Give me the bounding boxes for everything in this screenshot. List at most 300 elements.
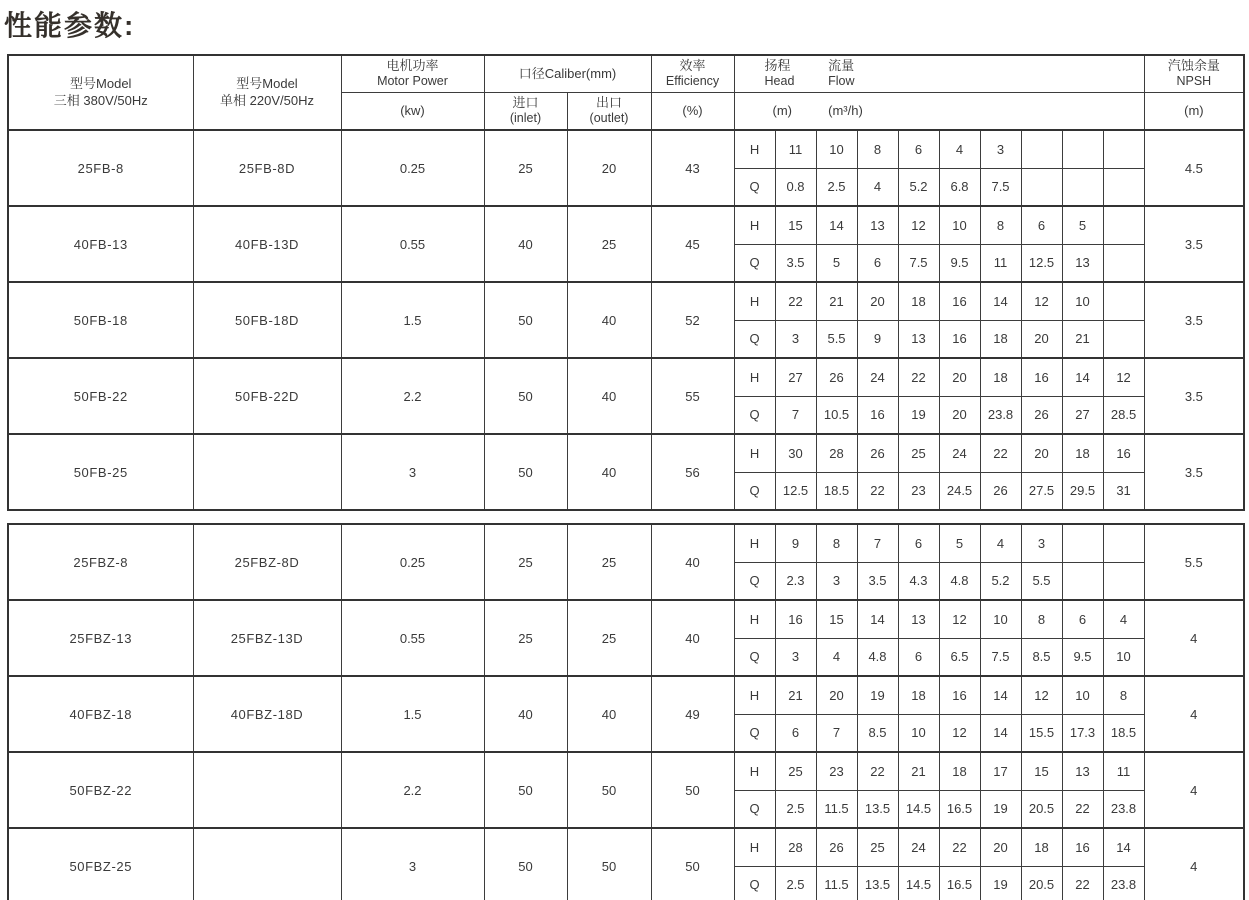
- head-value: 21: [775, 676, 816, 714]
- motor-power-value: 0.55: [341, 600, 484, 676]
- head-value: 16: [775, 600, 816, 638]
- head-value: 12: [898, 206, 939, 244]
- head-row-label: H: [734, 206, 775, 244]
- outlet-value: 40: [567, 434, 651, 510]
- head-value: 5: [939, 524, 980, 562]
- head-value: [1103, 206, 1144, 244]
- head-value: 26: [816, 828, 857, 866]
- head-value: [1062, 130, 1103, 168]
- flow-value: 8.5: [857, 714, 898, 752]
- head-value: 15: [775, 206, 816, 244]
- flow-value: 23.8: [1103, 790, 1144, 828]
- head-value: 12: [939, 600, 980, 638]
- head-value: 20: [816, 676, 857, 714]
- head-value: 14: [980, 676, 1021, 714]
- flow-value: 19: [980, 790, 1021, 828]
- flow-value: [1103, 320, 1144, 358]
- head-value: 3: [980, 130, 1021, 168]
- flow-label-block: [828, 58, 854, 90]
- flow-value: 22: [857, 472, 898, 510]
- model-row-head: [8, 600, 1244, 638]
- flow-row-label: Q: [734, 472, 775, 510]
- head-value: 22: [775, 282, 816, 320]
- flow-value: 16.5: [939, 866, 980, 900]
- head-value: [1103, 282, 1144, 320]
- model-220-value: 50FB-22D: [193, 358, 341, 434]
- efficiency-label-en: Efficiency: [665, 74, 720, 89]
- head-value: 22: [980, 434, 1021, 472]
- flow-value: 21: [1062, 320, 1103, 358]
- head-value: 25: [857, 828, 898, 866]
- inlet-value: 40: [484, 206, 567, 282]
- head-value: 18: [898, 676, 939, 714]
- flow-value: 7: [816, 714, 857, 752]
- head-value: 6: [898, 524, 939, 562]
- efficiency-value: 43: [651, 130, 734, 206]
- head-value: 12: [1021, 676, 1062, 714]
- outlet-value: 40: [567, 358, 651, 434]
- flow-value: 4.8: [939, 562, 980, 600]
- head-value: [1062, 524, 1103, 562]
- head-value: 10: [816, 130, 857, 168]
- head-label-cn: 扬程: [764, 57, 791, 73]
- inlet-label-en: (inlet): [509, 111, 542, 126]
- flow-row-label: Q: [734, 790, 775, 828]
- model-380-value: 25FBZ-8: [8, 524, 193, 600]
- motor-power-value: 1.5: [341, 282, 484, 358]
- efficiency-value: 50: [651, 752, 734, 828]
- flow-value: 26: [980, 472, 1021, 510]
- motor-power-value: 2.2: [341, 752, 484, 828]
- model-220-value: [193, 434, 341, 510]
- head-value: 10: [939, 206, 980, 244]
- head-value: 17: [980, 752, 1021, 790]
- npsh-value: 4: [1144, 828, 1244, 900]
- col-header-inlet: [484, 92, 567, 130]
- flow-value: 20.5: [1021, 790, 1062, 828]
- col-header-outlet: [567, 92, 651, 130]
- outlet-value: 50: [567, 828, 651, 900]
- flow-value: 7: [775, 396, 816, 434]
- flow-value: [1021, 168, 1062, 206]
- head-value: [1103, 524, 1144, 562]
- flow-value: 14.5: [898, 790, 939, 828]
- flow-row-label: Q: [734, 320, 775, 358]
- table-header: [8, 55, 1244, 130]
- model-220-value: 25FB-8D: [193, 130, 341, 206]
- flow-value: 12.5: [775, 472, 816, 510]
- inlet-value: 50: [484, 282, 567, 358]
- head-value: 4: [980, 524, 1021, 562]
- flow-value: 3: [816, 562, 857, 600]
- flow-value: 22: [1062, 790, 1103, 828]
- outlet-value: 25: [567, 524, 651, 600]
- flow-value: 3.5: [857, 562, 898, 600]
- flow-value: 23: [898, 472, 939, 510]
- motor-power-value: 2.2: [341, 358, 484, 434]
- caliber-label: 口径Caliber(mm): [518, 65, 617, 81]
- flow-value: 19: [898, 396, 939, 434]
- head-row-label: H: [734, 358, 775, 396]
- npsh-value: 4: [1144, 676, 1244, 752]
- head-row-label: H: [734, 828, 775, 866]
- head-value: 22: [939, 828, 980, 866]
- head-value: 4: [1103, 600, 1144, 638]
- flow-value: 6.8: [939, 168, 980, 206]
- head-value: 19: [857, 676, 898, 714]
- flow-value: 18.5: [816, 472, 857, 510]
- col-header-efficiency: [651, 55, 734, 92]
- flow-value: 2.5: [775, 790, 816, 828]
- flow-value: 11.5: [816, 866, 857, 900]
- head-value: 27: [775, 358, 816, 396]
- model-380-label-cn: 型号Model: [70, 76, 132, 92]
- head-row-label: H: [734, 282, 775, 320]
- col-header-model-220: [193, 55, 341, 130]
- flow-value: 9.5: [939, 244, 980, 282]
- head-value: 26: [857, 434, 898, 472]
- head-value: 10: [1062, 676, 1103, 714]
- head-row-label: H: [734, 434, 775, 472]
- outlet-label-en: (outlet): [589, 111, 629, 126]
- npsh-value: 3.5: [1144, 358, 1244, 434]
- flow-value: 2.5: [775, 866, 816, 900]
- col-header-caliber: [484, 55, 651, 92]
- head-value: 16: [939, 676, 980, 714]
- flow-value: 4.8: [857, 638, 898, 676]
- col-header-npsh-unit: (m): [1144, 92, 1244, 130]
- flow-value: 11.5: [816, 790, 857, 828]
- head-label-en: Head: [764, 74, 795, 89]
- head-value: 8: [1103, 676, 1144, 714]
- head-value: [1021, 130, 1062, 168]
- head-label-block: [765, 58, 825, 90]
- head-value: 14: [1103, 828, 1144, 866]
- head-value: 16: [1021, 358, 1062, 396]
- head-value: 18: [1062, 434, 1103, 472]
- flow-label-cn: 流量: [828, 57, 855, 73]
- npsh-value: 3.5: [1144, 282, 1244, 358]
- head-value: 22: [898, 358, 939, 396]
- head-value: 18: [1021, 828, 1062, 866]
- flow-value: 5.5: [1021, 562, 1062, 600]
- head-value: 16: [1103, 434, 1144, 472]
- head-value: 13: [857, 206, 898, 244]
- model-row-head: [8, 358, 1244, 396]
- col-header-power-unit: (kw): [341, 92, 484, 130]
- flow-value: 14.5: [898, 866, 939, 900]
- head-value: 15: [816, 600, 857, 638]
- flow-value: 13: [1062, 244, 1103, 282]
- model-220-value: 25FBZ-8D: [193, 524, 341, 600]
- head-value: 26: [816, 358, 857, 396]
- flow-value: 29.5: [1062, 472, 1103, 510]
- motor-power-value: 3: [341, 828, 484, 900]
- head-value: 6: [1062, 600, 1103, 638]
- efficiency-value: 40: [651, 524, 734, 600]
- head-value: 5: [1062, 206, 1103, 244]
- flow-row-label: Q: [734, 638, 775, 676]
- flow-value: 31: [1103, 472, 1144, 510]
- head-row-label: H: [734, 130, 775, 168]
- flow-value: 6: [775, 714, 816, 752]
- flow-value: 15.5: [1021, 714, 1062, 752]
- head-value: 21: [898, 752, 939, 790]
- outlet-value: 40: [567, 676, 651, 752]
- flow-value: 23.8: [1103, 866, 1144, 900]
- flow-value: 18: [980, 320, 1021, 358]
- outlet-value: 40: [567, 282, 651, 358]
- head-value: 7: [857, 524, 898, 562]
- head-value: 22: [857, 752, 898, 790]
- flow-value: 16: [939, 320, 980, 358]
- model-row-head: [8, 676, 1244, 714]
- flow-row-label: Q: [734, 714, 775, 752]
- head-value: [1103, 130, 1144, 168]
- col-header-motor-power: [341, 55, 484, 92]
- head-value: 4: [939, 130, 980, 168]
- table-body-fb: [8, 130, 1244, 510]
- efficiency-label-cn: 效率: [679, 57, 706, 73]
- outlet-value: 25: [567, 600, 651, 676]
- npsh-value: 4.5: [1144, 130, 1244, 206]
- model-380-value: 25FB-8: [8, 130, 193, 206]
- flow-value: 9: [857, 320, 898, 358]
- model-380-label-sub: 三相 380V/50Hz: [53, 92, 148, 108]
- flow-value: 3: [775, 638, 816, 676]
- model-220-label-cn: 型号Model: [236, 76, 298, 92]
- model-380-value: 50FB-18: [8, 282, 193, 358]
- head-row-label: H: [734, 600, 775, 638]
- flow-value: 12.5: [1021, 244, 1062, 282]
- model-220-value: 50FB-18D: [193, 282, 341, 358]
- model-220-value: [193, 752, 341, 828]
- model-380-value: 50FBZ-22: [8, 752, 193, 828]
- inlet-value: 40: [484, 676, 567, 752]
- head-value: 23: [816, 752, 857, 790]
- head-value: 10: [1062, 282, 1103, 320]
- flow-value: 27: [1062, 396, 1103, 434]
- head-value: 16: [1062, 828, 1103, 866]
- npsh-value: 4: [1144, 600, 1244, 676]
- inlet-value: 25: [484, 524, 567, 600]
- model-row-head: [8, 206, 1244, 244]
- flow-value: 6.5: [939, 638, 980, 676]
- outlet-value: 20: [567, 130, 651, 206]
- motor-power-value: 0.25: [341, 524, 484, 600]
- flow-value: 4: [857, 168, 898, 206]
- head-unit: (m): [772, 102, 793, 118]
- model-380-value: 50FBZ-25: [8, 828, 193, 900]
- flow-value: 13: [898, 320, 939, 358]
- head-value: 9: [775, 524, 816, 562]
- flow-row-label: Q: [734, 866, 775, 900]
- npsh-value: 3.5: [1144, 434, 1244, 510]
- flow-value: 4: [816, 638, 857, 676]
- col-header-efficiency-unit: (%): [651, 92, 734, 130]
- npsh-value: 5.5: [1144, 524, 1244, 600]
- model-220-value: 40FB-13D: [193, 206, 341, 282]
- flow-row-label: Q: [734, 244, 775, 282]
- npsh-label-cn: 汽蚀余量: [1167, 57, 1220, 73]
- head-value: 12: [1103, 358, 1144, 396]
- head-value: 21: [816, 282, 857, 320]
- flow-value: 19: [980, 866, 1021, 900]
- model-380-value: 50FB-22: [8, 358, 193, 434]
- head-value: 24: [939, 434, 980, 472]
- col-header-npsh: [1144, 55, 1244, 92]
- flow-value: 9.5: [1062, 638, 1103, 676]
- flow-value: 14: [980, 714, 1021, 752]
- flow-value: 5.5: [816, 320, 857, 358]
- head-value: 18: [980, 358, 1021, 396]
- head-value: 14: [1062, 358, 1103, 396]
- head-value: 28: [816, 434, 857, 472]
- head-value: 20: [857, 282, 898, 320]
- head-value: 14: [857, 600, 898, 638]
- col-header-head-flow-units: [734, 92, 1144, 130]
- model-380-value: 25FBZ-13: [8, 600, 193, 676]
- head-value: 24: [898, 828, 939, 866]
- head-value: 14: [980, 282, 1021, 320]
- head-value: 20: [1021, 434, 1062, 472]
- flow-value: 16.5: [939, 790, 980, 828]
- flow-value: 6: [898, 638, 939, 676]
- flow-label-en: Flow: [828, 74, 855, 89]
- head-row-label: H: [734, 676, 775, 714]
- model-380-value: 50FB-25: [8, 434, 193, 510]
- head-value: 8: [980, 206, 1021, 244]
- model-row-head: [8, 524, 1244, 562]
- head-value: 6: [1021, 206, 1062, 244]
- flow-row-label: Q: [734, 396, 775, 434]
- flow-value: 28.5: [1103, 396, 1144, 434]
- flow-value: 10: [898, 714, 939, 752]
- head-value: 25: [898, 434, 939, 472]
- performance-table-fbz: [7, 523, 1245, 900]
- table-body-fbz: [8, 524, 1244, 900]
- flow-value: 13.5: [857, 790, 898, 828]
- head-row-label: H: [734, 524, 775, 562]
- head-value: 10: [980, 600, 1021, 638]
- head-value: 14: [816, 206, 857, 244]
- flow-value: 18.5: [1103, 714, 1144, 752]
- npsh-label-en: NPSH: [1176, 74, 1212, 89]
- motor-power-label-cn: 电机功率: [386, 57, 439, 73]
- outlet-value: 50: [567, 752, 651, 828]
- flow-value: [1103, 168, 1144, 206]
- outlet-label-cn: 出口: [596, 94, 623, 110]
- model-220-label-sub: 单相 220V/50Hz: [220, 92, 314, 108]
- model-220-value: 40FBZ-18D: [193, 676, 341, 752]
- efficiency-value: 55: [651, 358, 734, 434]
- head-value: 13: [898, 600, 939, 638]
- head-value: 24: [857, 358, 898, 396]
- model-row-head: [8, 752, 1244, 790]
- flow-value: 2.5: [816, 168, 857, 206]
- model-380-value: 40FB-13: [8, 206, 193, 282]
- flow-value: 6: [857, 244, 898, 282]
- efficiency-value: 45: [651, 206, 734, 282]
- head-value: 20: [939, 358, 980, 396]
- model-220-value: [193, 828, 341, 900]
- inlet-label-cn: 进口: [512, 94, 539, 110]
- head-value: 20: [980, 828, 1021, 866]
- inlet-value: 50: [484, 752, 567, 828]
- head-value: 11: [1103, 752, 1144, 790]
- flow-value: 0.8: [775, 168, 816, 206]
- model-row-head: [8, 828, 1244, 866]
- flow-value: 7.5: [980, 168, 1021, 206]
- flow-unit: (m³/h): [828, 102, 863, 118]
- npsh-value: 3.5: [1144, 206, 1244, 282]
- npsh-value: 4: [1144, 752, 1244, 828]
- motor-power-value: 0.25: [341, 130, 484, 206]
- flow-value: 20: [1021, 320, 1062, 358]
- flow-row-label: Q: [734, 562, 775, 600]
- inlet-value: 25: [484, 130, 567, 206]
- motor-power-value: 0.55: [341, 206, 484, 282]
- flow-value: 22: [1062, 866, 1103, 900]
- flow-value: 5.2: [898, 168, 939, 206]
- flow-value: 10: [1103, 638, 1144, 676]
- flow-value: 5.2: [980, 562, 1021, 600]
- flow-row-label: Q: [734, 168, 775, 206]
- efficiency-value: 49: [651, 676, 734, 752]
- efficiency-value: 50: [651, 828, 734, 900]
- flow-value: [1062, 168, 1103, 206]
- flow-value: 7.5: [980, 638, 1021, 676]
- flow-value: 5: [816, 244, 857, 282]
- head-value: 18: [939, 752, 980, 790]
- head-value: 30: [775, 434, 816, 472]
- page-title: 性能参数:: [4, 10, 136, 41]
- flow-value: 3.5: [775, 244, 816, 282]
- flow-value: 27.5: [1021, 472, 1062, 510]
- performance-table-fb: [7, 54, 1245, 511]
- flow-value: 11: [980, 244, 1021, 282]
- flow-value: 16: [857, 396, 898, 434]
- flow-value: 3: [775, 320, 816, 358]
- head-value: 15: [1021, 752, 1062, 790]
- flow-value: [1062, 562, 1103, 600]
- head-value: 28: [775, 828, 816, 866]
- flow-value: 2.3: [775, 562, 816, 600]
- motor-power-value: 3: [341, 434, 484, 510]
- model-row-head: [8, 130, 1244, 168]
- flow-value: 20.5: [1021, 866, 1062, 900]
- head-value: 8: [1021, 600, 1062, 638]
- inlet-value: 25: [484, 600, 567, 676]
- flow-value: 8.5: [1021, 638, 1062, 676]
- head-value: 13: [1062, 752, 1103, 790]
- head-value: 11: [775, 130, 816, 168]
- flow-value: 10.5: [816, 396, 857, 434]
- head-value: 16: [939, 282, 980, 320]
- flow-value: 24.5: [939, 472, 980, 510]
- head-value: 8: [816, 524, 857, 562]
- motor-power-label-en: Motor Power: [377, 74, 448, 89]
- col-header-model-380: [8, 55, 193, 130]
- inlet-value: 50: [484, 434, 567, 510]
- head-value: 12: [1021, 282, 1062, 320]
- inlet-value: 50: [484, 358, 567, 434]
- head-row-label: H: [734, 752, 775, 790]
- outlet-value: 25: [567, 206, 651, 282]
- model-380-value: 40FBZ-18: [8, 676, 193, 752]
- flow-value: 13.5: [857, 866, 898, 900]
- flow-value: 26: [1021, 396, 1062, 434]
